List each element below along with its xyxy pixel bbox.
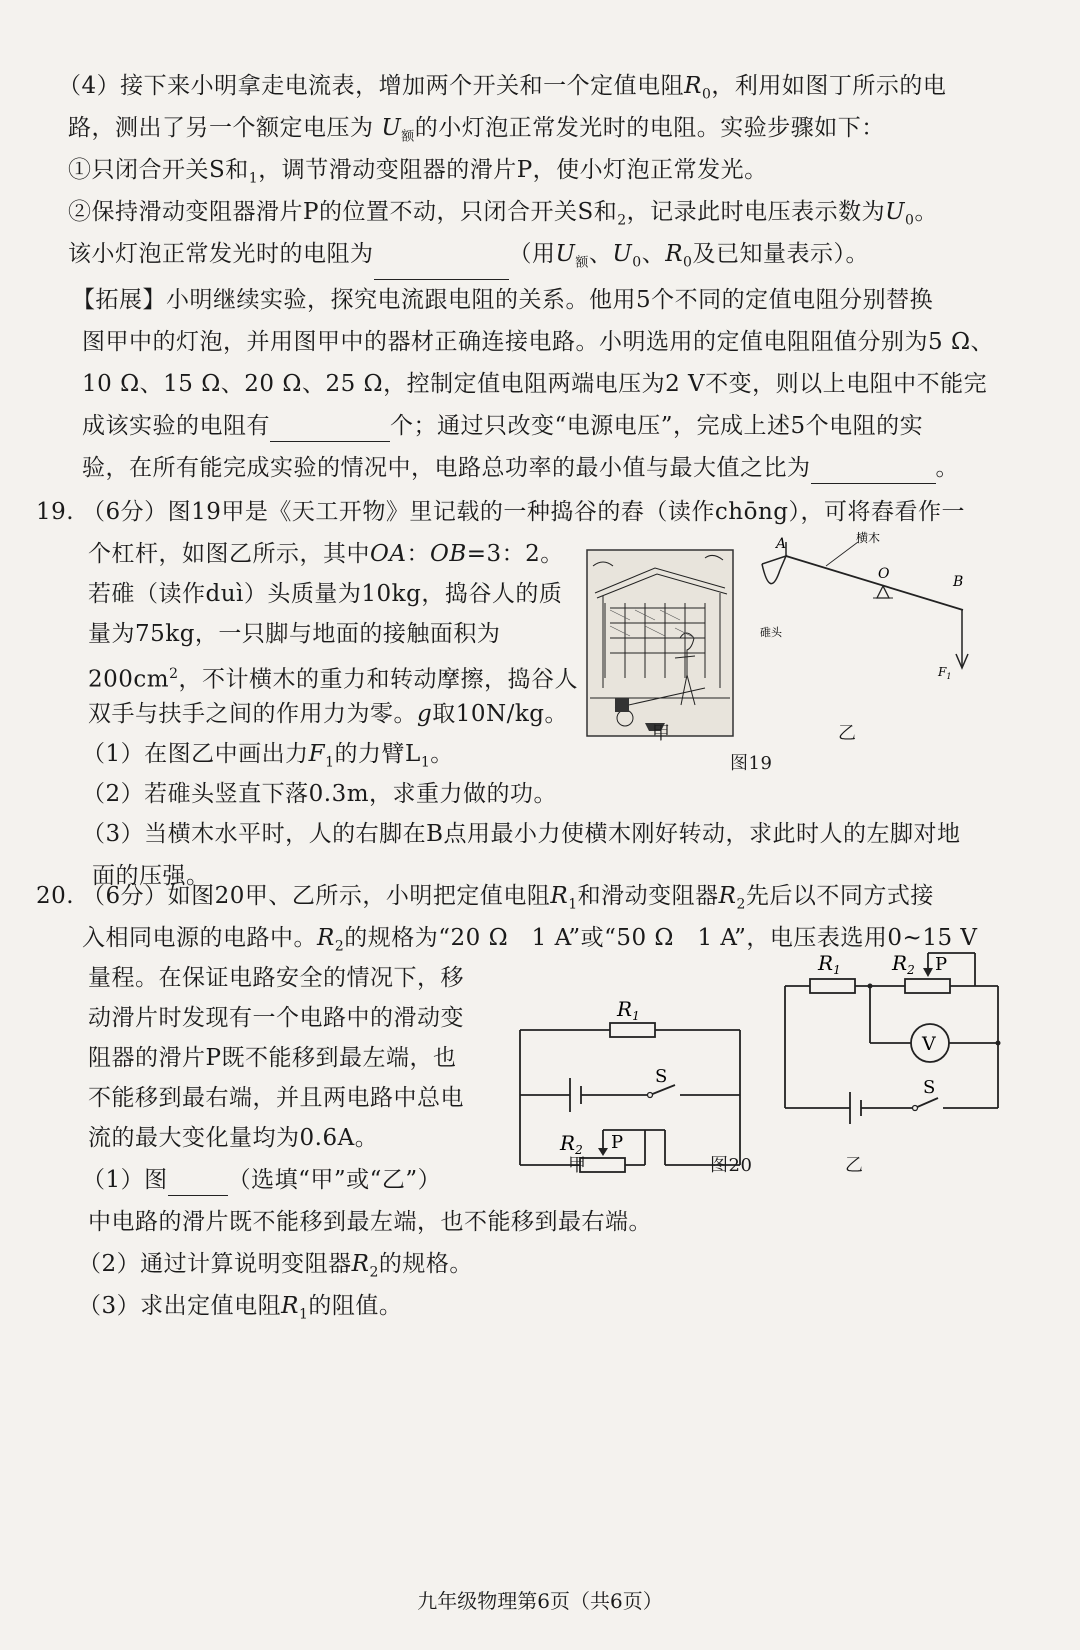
q19-line5: $200cm^2$，不计横木的重力和转动摩擦，捣谷人	[88, 666, 579, 693]
switch-s	[915, 1098, 938, 1108]
fig19-yi-label: 乙	[838, 723, 857, 744]
r2-label: $R_2$	[892, 951, 915, 977]
q20-line6: 不能移到最右端，并且两电路中总电	[88, 1085, 464, 1111]
q19-line4: 量为75kg，一只脚与地面的接触面积为	[88, 621, 501, 647]
rheostat-r2	[905, 979, 950, 993]
page-footer: 九年级物理第6页（共6页）	[417, 1589, 663, 1613]
fig20-yi-label: 乙	[845, 1155, 864, 1176]
q19-number: 19.	[36, 499, 75, 525]
q18-ext-line1: 【拓展】小明继续实验，探究电流跟电阻的关系。他用5个不同的定值电阻分别替换	[72, 287, 934, 313]
tiangong-kaiwu-illustration	[585, 548, 735, 738]
answer-blank-resistance[interactable]	[374, 253, 509, 280]
circuit-yi	[780, 948, 1010, 1158]
pestle-label: 碓头	[760, 626, 782, 639]
q18-ask: 该小灯泡正常发光时的电阻为 （用$U_额$、$U_0$、$R_0$及已知量表示）。	[68, 238, 869, 280]
fig20-jia-label: 甲	[568, 1155, 587, 1176]
q18-ext-line2: 图甲中的灯泡，并用图甲中的器材正确连接电路。小明选用的定值电阻阻值分别为5 Ω、	[82, 329, 995, 355]
q19-sub3-line2: 面的压强。	[92, 863, 210, 889]
rheostat-r2	[580, 1158, 625, 1172]
q18-ext-line4: 成该实验的电阻有 个；通过只改变“电源电压”，完成上述5个电阻的实	[82, 410, 923, 442]
q19-sub2: （2）若碓头竖直下落0.3m，求重力做的功。	[82, 781, 558, 807]
fig19-jia-label: 甲	[652, 723, 671, 744]
resistor-r1	[810, 979, 855, 993]
slider-p-label: P	[935, 954, 948, 975]
q19-line3: 若碓（读作duì）头质量为10kg，捣谷人的质	[88, 581, 563, 607]
q19-sub1: （1）在图乙中画出力$F_1$的力臂$L_1$。	[82, 741, 454, 771]
q19-line6: 双手与扶手之间的作用力为零。g取10N/kg。	[88, 701, 569, 727]
answer-blank-figure[interactable]	[168, 1169, 228, 1196]
force-f1-label: $F_1$	[938, 665, 952, 681]
r1-label: $R_1$	[818, 951, 841, 977]
fig20-caption: 图20	[710, 1155, 753, 1176]
slider-p-label: P	[611, 1132, 624, 1153]
resistor-r1	[610, 1023, 655, 1037]
q19-line2: 个杠杆，如图乙所示，其中OA：OB=3：2。	[88, 541, 564, 567]
lever-beam	[786, 556, 963, 610]
q20-line2: 入相同电源的电路中。$R_2$的规格为“20 Ω 1 A”或“50 Ω 1 A”，电压表选用0~15 V	[82, 925, 978, 955]
q18-part4-line2: 路，测出了另一个额定电压为 $U_额$的小灯泡正常发光时的电阻。实验步骤如下：	[68, 115, 885, 145]
q20-sub1-line1: （1）图 （选填“甲”或“乙”）	[82, 1164, 441, 1196]
q20-line3: 量程。在保证电路安全的情况下，移	[88, 965, 464, 991]
q20-number: 20.	[36, 883, 75, 909]
q20-line1: （6分）如图20甲、乙所示，小明把定值电阻$R_1$和滑动变阻器$R_2$先后以不同方式接	[82, 883, 934, 913]
q19-sub3-line1: （3）当横木水平时，人的右脚在B点用最小力使横木刚好转动，求此时人的左脚对地	[82, 821, 961, 847]
lever-diagram	[748, 528, 978, 708]
pestle-head	[762, 564, 780, 584]
switch-label: S	[655, 1066, 668, 1087]
q20-line5: 阻器的滑片P既不能移到最左端，也	[88, 1045, 457, 1071]
q20-line7: 流的最大变化量均为0.6A。	[88, 1125, 379, 1151]
q20-sub3: （3）求出定值电阻$R_1$的阻值。	[78, 1293, 403, 1323]
voltmeter-label: V	[922, 1033, 936, 1055]
point-o-label: O	[878, 566, 890, 582]
q20-line4: 动滑片时发现有一个电路中的滑动变	[88, 1005, 464, 1031]
beam-label: 横木	[856, 531, 881, 545]
answer-blank-ratio[interactable]	[811, 457, 936, 484]
q18-ext-line3: 10 Ω、15 Ω、20 Ω、25 Ω，控制定值电阻两端电压为2 V不变，则以上电阻中不能完	[82, 371, 988, 397]
q19-line1: （6分）图19甲是《天工开物》里记载的一种捣谷的舂（读作chōng），可将舂看作一	[82, 499, 965, 525]
r2-label: $R_2$	[560, 1131, 583, 1157]
point-b-label: B	[953, 574, 964, 590]
q18-part4-line1: （4）接下来小明拿走电流表，增加两个开关和一个定值电阻$R_0$，利用如图丁所示的电	[58, 73, 947, 103]
q18-step2: ②保持滑动变阻器滑片P的位置不动，只闭合开关S和$_2$，记录此时电压表示数为$U_0$。	[68, 199, 938, 229]
q20-sub1-line2: 中电路的滑片既不能移到最左端，也不能移到最右端。	[88, 1209, 652, 1235]
answer-blank-count[interactable]	[270, 415, 390, 442]
switch-label: S	[923, 1077, 936, 1098]
point-a-label: A	[776, 536, 787, 552]
q18-ext-line5: 验，在所有能完成实验的情况中，电路总功率的最小值与最大值之比为 。	[82, 452, 959, 484]
r1-label: $R_1$	[617, 997, 640, 1023]
q18-step1: ①只闭合开关S和$_1$，调节滑动变阻器的滑片P，使小灯泡正常发光。	[68, 157, 768, 187]
fig19-caption: 图19	[730, 753, 773, 774]
q20-sub2: （2）通过计算说明变阻器$R_2$的规格。	[78, 1251, 473, 1281]
